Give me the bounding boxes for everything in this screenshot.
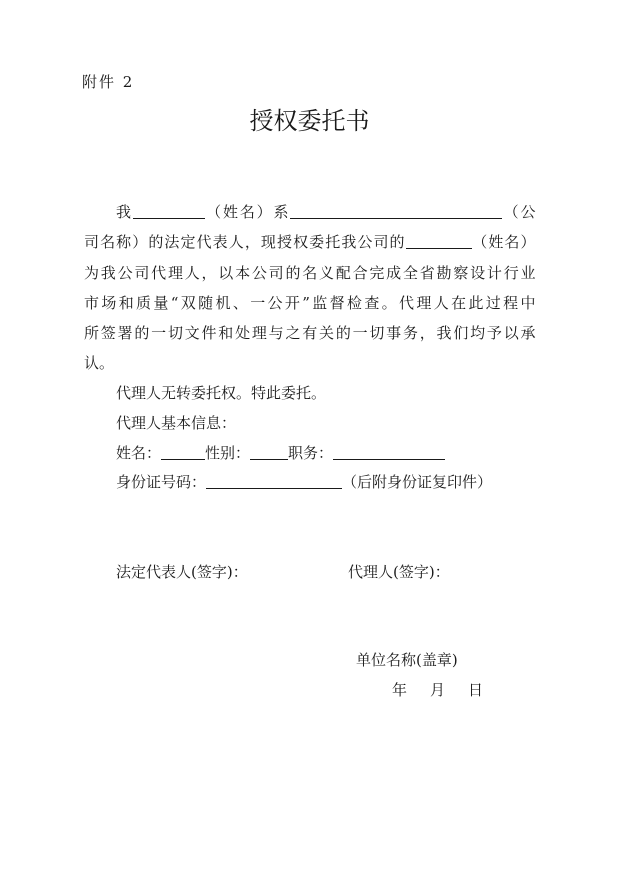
- blank-company-name: [290, 203, 502, 219]
- gender-label: 性别：: [205, 444, 251, 462]
- paragraph-line-2: 司名称）的法定代表人，现授权委托我公司的 （姓名）: [84, 233, 536, 251]
- blank-agent-name: [406, 233, 472, 249]
- agent-signature-label: 代理人(签字)：: [348, 563, 450, 581]
- no-sub-delegation-text: 代理人无转委托权。特此委托。: [116, 384, 327, 402]
- legal-rep-signature-label: 法定代表人(签字)：: [116, 563, 248, 581]
- attachment-label: 附件 2: [82, 73, 135, 91]
- name-label: 姓名：: [116, 444, 162, 462]
- blank-position: [333, 444, 445, 460]
- paragraph-line-4: 市场和质量“双随机、一公开”监督检查。代理人在此过程中: [84, 294, 536, 312]
- id-label: 身份证号码：: [116, 473, 207, 491]
- id-number-row: [116, 472, 492, 492]
- agent-info-heading: 代理人基本信息：: [116, 414, 237, 432]
- id-note: （后附身份证复印件）: [342, 473, 493, 491]
- blank-gender: [250, 444, 288, 460]
- position-label: 职务：: [288, 444, 334, 462]
- document-title: 授权委托书: [249, 107, 370, 135]
- paragraph-line-6: 认。: [84, 354, 115, 372]
- blank-rep-name: [133, 203, 205, 219]
- blank-name: [161, 444, 205, 460]
- paragraph-line-1: 我 （姓名）系 （公: [116, 203, 536, 221]
- blank-id-number: [206, 473, 342, 489]
- agent-info-row: [116, 443, 445, 463]
- date-line: 年 月 日: [392, 681, 488, 699]
- unit-seal-label: 单位名称(盖章): [356, 651, 458, 669]
- paragraph-line-3: 为我公司代理人，以本公司的名义配合完成全省勘察设计行业: [84, 264, 536, 282]
- paragraph-line-5: 所签署的一切文件和处理与之有关的一切事务，我们均予以承: [84, 324, 536, 342]
